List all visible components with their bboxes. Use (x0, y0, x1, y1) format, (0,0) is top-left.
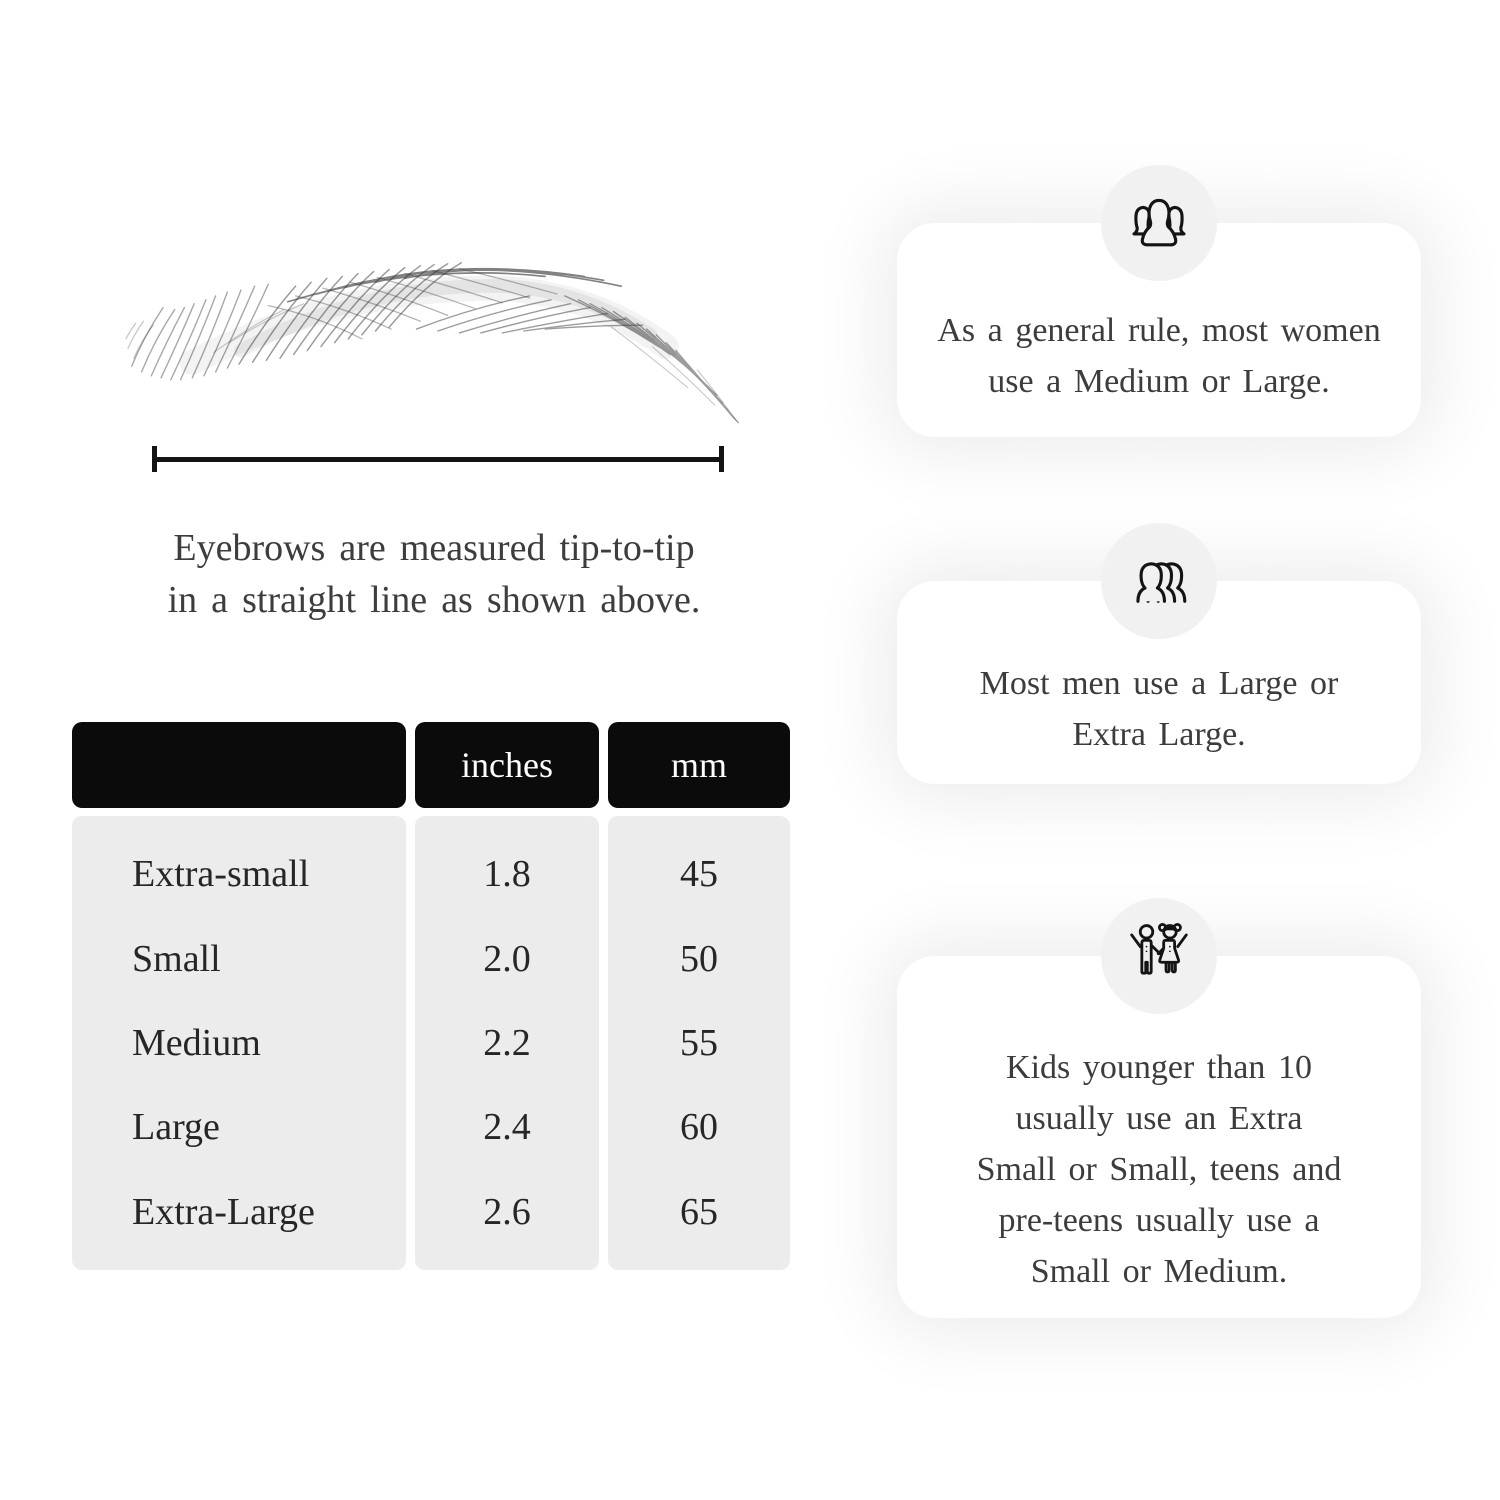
card-text-line: Small or Small, teens and (976, 1150, 1342, 1188)
inches-value: 2.6 (483, 1190, 531, 1233)
size-label: Small (132, 937, 221, 980)
card-text-line: usually use an Extra (1015, 1099, 1303, 1137)
size-label: Extra-Large (132, 1190, 315, 1233)
card-text-line: Kids younger than 10 (1006, 1048, 1312, 1086)
inches-value: 1.8 (483, 853, 531, 896)
card-women (897, 223, 1421, 437)
card-men (897, 581, 1421, 784)
card-kids-text (977, 978, 1342, 1297)
eyebrow-illustration (124, 232, 748, 430)
men-group-icon (1120, 542, 1198, 620)
mm-value: 45 (680, 853, 718, 896)
card-kids (897, 956, 1421, 1318)
table-header-row (72, 722, 790, 808)
table-header-size (72, 722, 406, 808)
card-text-line: Most men use a Large or (979, 664, 1339, 702)
icon-circle (1101, 165, 1217, 281)
inches-value: 2.0 (483, 937, 531, 980)
card-text-line: pre-teens usually use a (998, 1201, 1320, 1239)
inches-value: 2.4 (483, 1106, 531, 1149)
measurement-caption (124, 522, 744, 626)
size-chart-table (72, 722, 790, 1270)
card-text-line: As a general rule, most women (937, 312, 1381, 349)
card-text-line: Extra Large. (1072, 715, 1246, 753)
table-column-size (72, 816, 406, 1270)
women-group-icon (1120, 184, 1198, 262)
size-label: Medium (132, 1021, 261, 1064)
table-column-mm (608, 816, 790, 1270)
card-text-line: Small or Medium. (1030, 1252, 1288, 1290)
mm-value: 65 (680, 1190, 718, 1233)
mm-value: 55 (680, 1021, 718, 1064)
caption-line: in a straight line as shown above. (167, 579, 701, 621)
table-header-inches: inches (415, 722, 599, 808)
card-text-line: use a Medium or Large. (988, 363, 1330, 400)
children-icon (1120, 917, 1198, 995)
icon-circle (1101, 898, 1217, 1014)
mm-value: 60 (680, 1106, 718, 1149)
inches-value: 2.2 (483, 1021, 531, 1064)
mm-value: 50 (680, 937, 718, 980)
table-column-inches (415, 816, 599, 1270)
table-header-mm: mm (608, 722, 790, 808)
icon-circle (1101, 523, 1217, 639)
measurement-line (152, 446, 724, 472)
table-body (72, 816, 790, 1270)
caption-line: Eyebrows are measured tip-to-tip (173, 527, 695, 569)
size-label: Extra-small (132, 853, 310, 896)
size-label: Large (132, 1106, 220, 1149)
